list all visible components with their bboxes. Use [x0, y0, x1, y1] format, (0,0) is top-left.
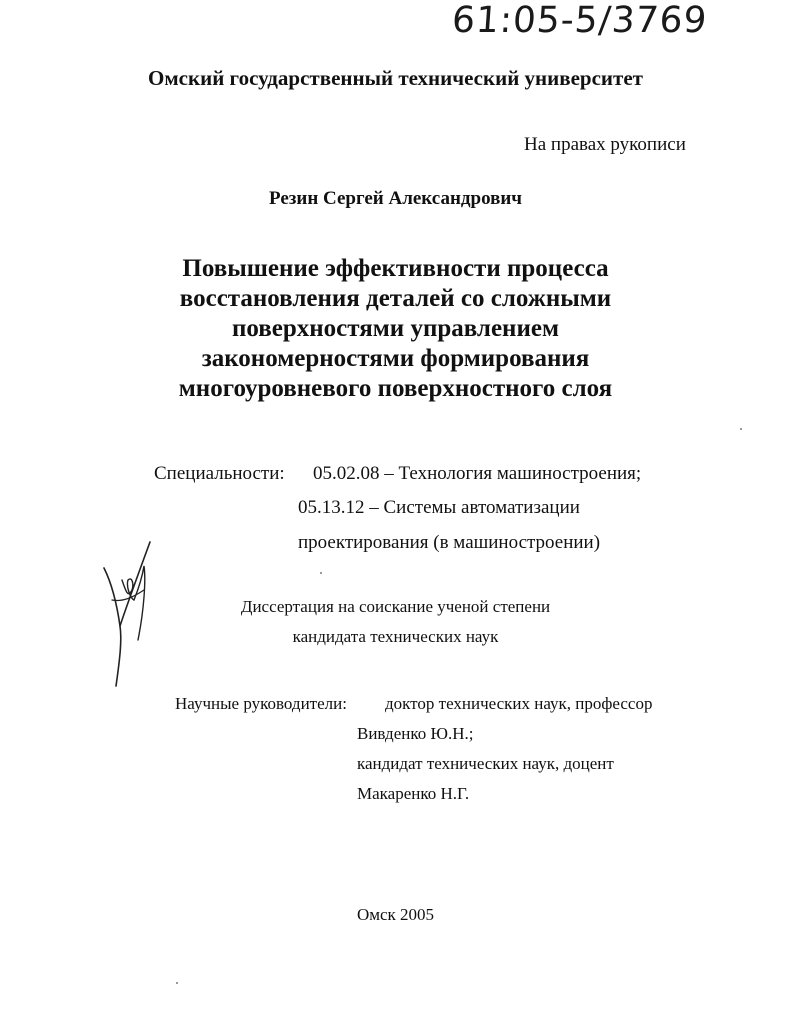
scan-speck [320, 572, 322, 574]
university-name: Омский государственный технический университет [148, 66, 643, 90]
city-year: Омск 2005 [356, 905, 435, 924]
scan-speck [176, 982, 178, 984]
title-line: восстановления деталей со сложными [179, 285, 612, 312]
specialty-line: 05.02.08 – Технология машиностроения; [313, 463, 642, 484]
rights-note: На правах рукописи [524, 134, 686, 155]
supervisor-line: кандидат технических наук, доцент [357, 754, 614, 773]
dissertation-line: Диссертация на соискание ученой степени [240, 597, 551, 616]
author-name: Резин Сергей Александрович [268, 188, 523, 209]
specialty-line: проектирования (в машиностроении) [298, 532, 601, 553]
archive-code: 61:05-5/3769 [450, 0, 709, 41]
scan-speck [740, 428, 742, 430]
title-line: закономерностями формирования [201, 345, 590, 372]
title-line: Повышение эффективности процесса [182, 255, 609, 282]
degree-line: кандидата технических наук [292, 627, 499, 646]
supervisor-line: Вивденко Ю.Н.; [357, 724, 474, 743]
specialty-line: 05.13.12 – Системы автоматизации [298, 497, 580, 518]
supervisor-line: доктор технических наук, профессор [385, 694, 653, 713]
supervisor-line: Макаренко Н.Г. [357, 784, 470, 803]
dissertation-title [0, 254, 791, 404]
supervisors-label: Научные руководители: [175, 694, 347, 713]
title-line: многоуровневого поверхностного слоя [178, 375, 613, 402]
specialties-label: Специальности: [154, 463, 285, 484]
title-line: поверхностями управлением [232, 315, 559, 342]
